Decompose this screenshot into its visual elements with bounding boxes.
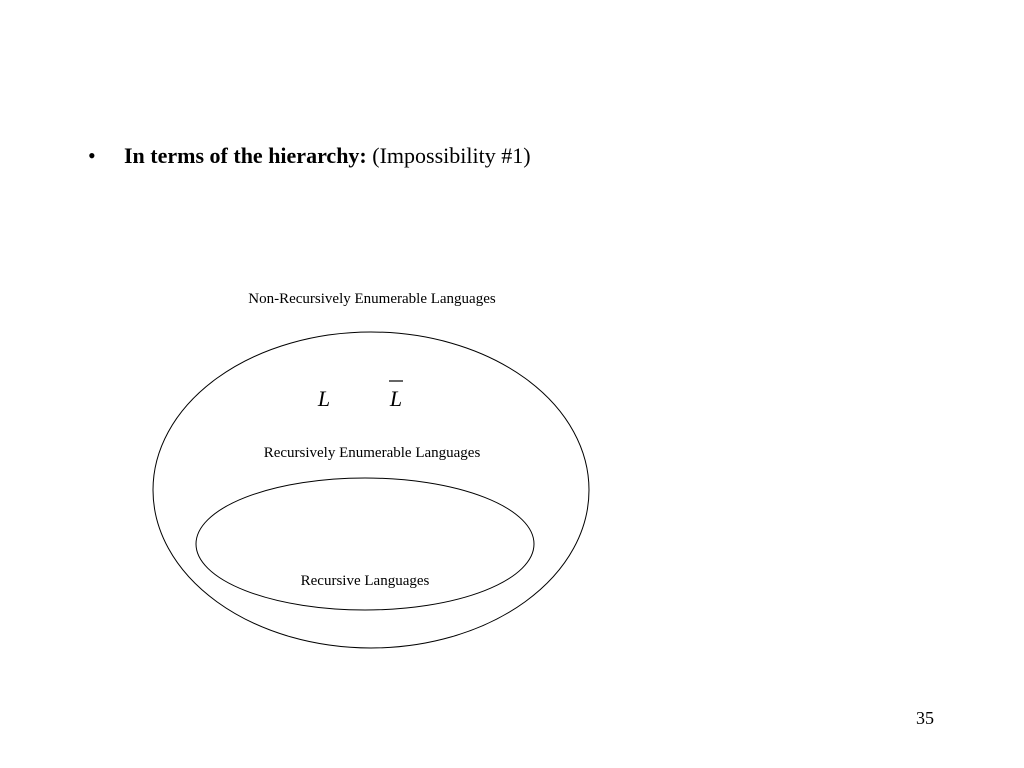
page-number: 35: [916, 708, 934, 728]
recursive-languages-ellipse: [196, 478, 534, 610]
language-l-complement-symbol: L: [389, 386, 403, 411]
re-languages-ellipse: [153, 332, 589, 648]
language-l-symbol: L: [317, 386, 331, 411]
recursive-languages-label: Recursive Languages: [300, 573, 430, 589]
bullet-marker: •: [88, 143, 96, 168]
re-languages-label: Recursively Enumerable Languages: [263, 445, 481, 461]
non-re-languages-label: Non-Recursively Enumerable Languages: [248, 291, 496, 307]
heading-rest-text: (Impossibility #1): [366, 143, 531, 168]
heading-bold-text: In terms of the hierarchy:: [124, 143, 367, 168]
